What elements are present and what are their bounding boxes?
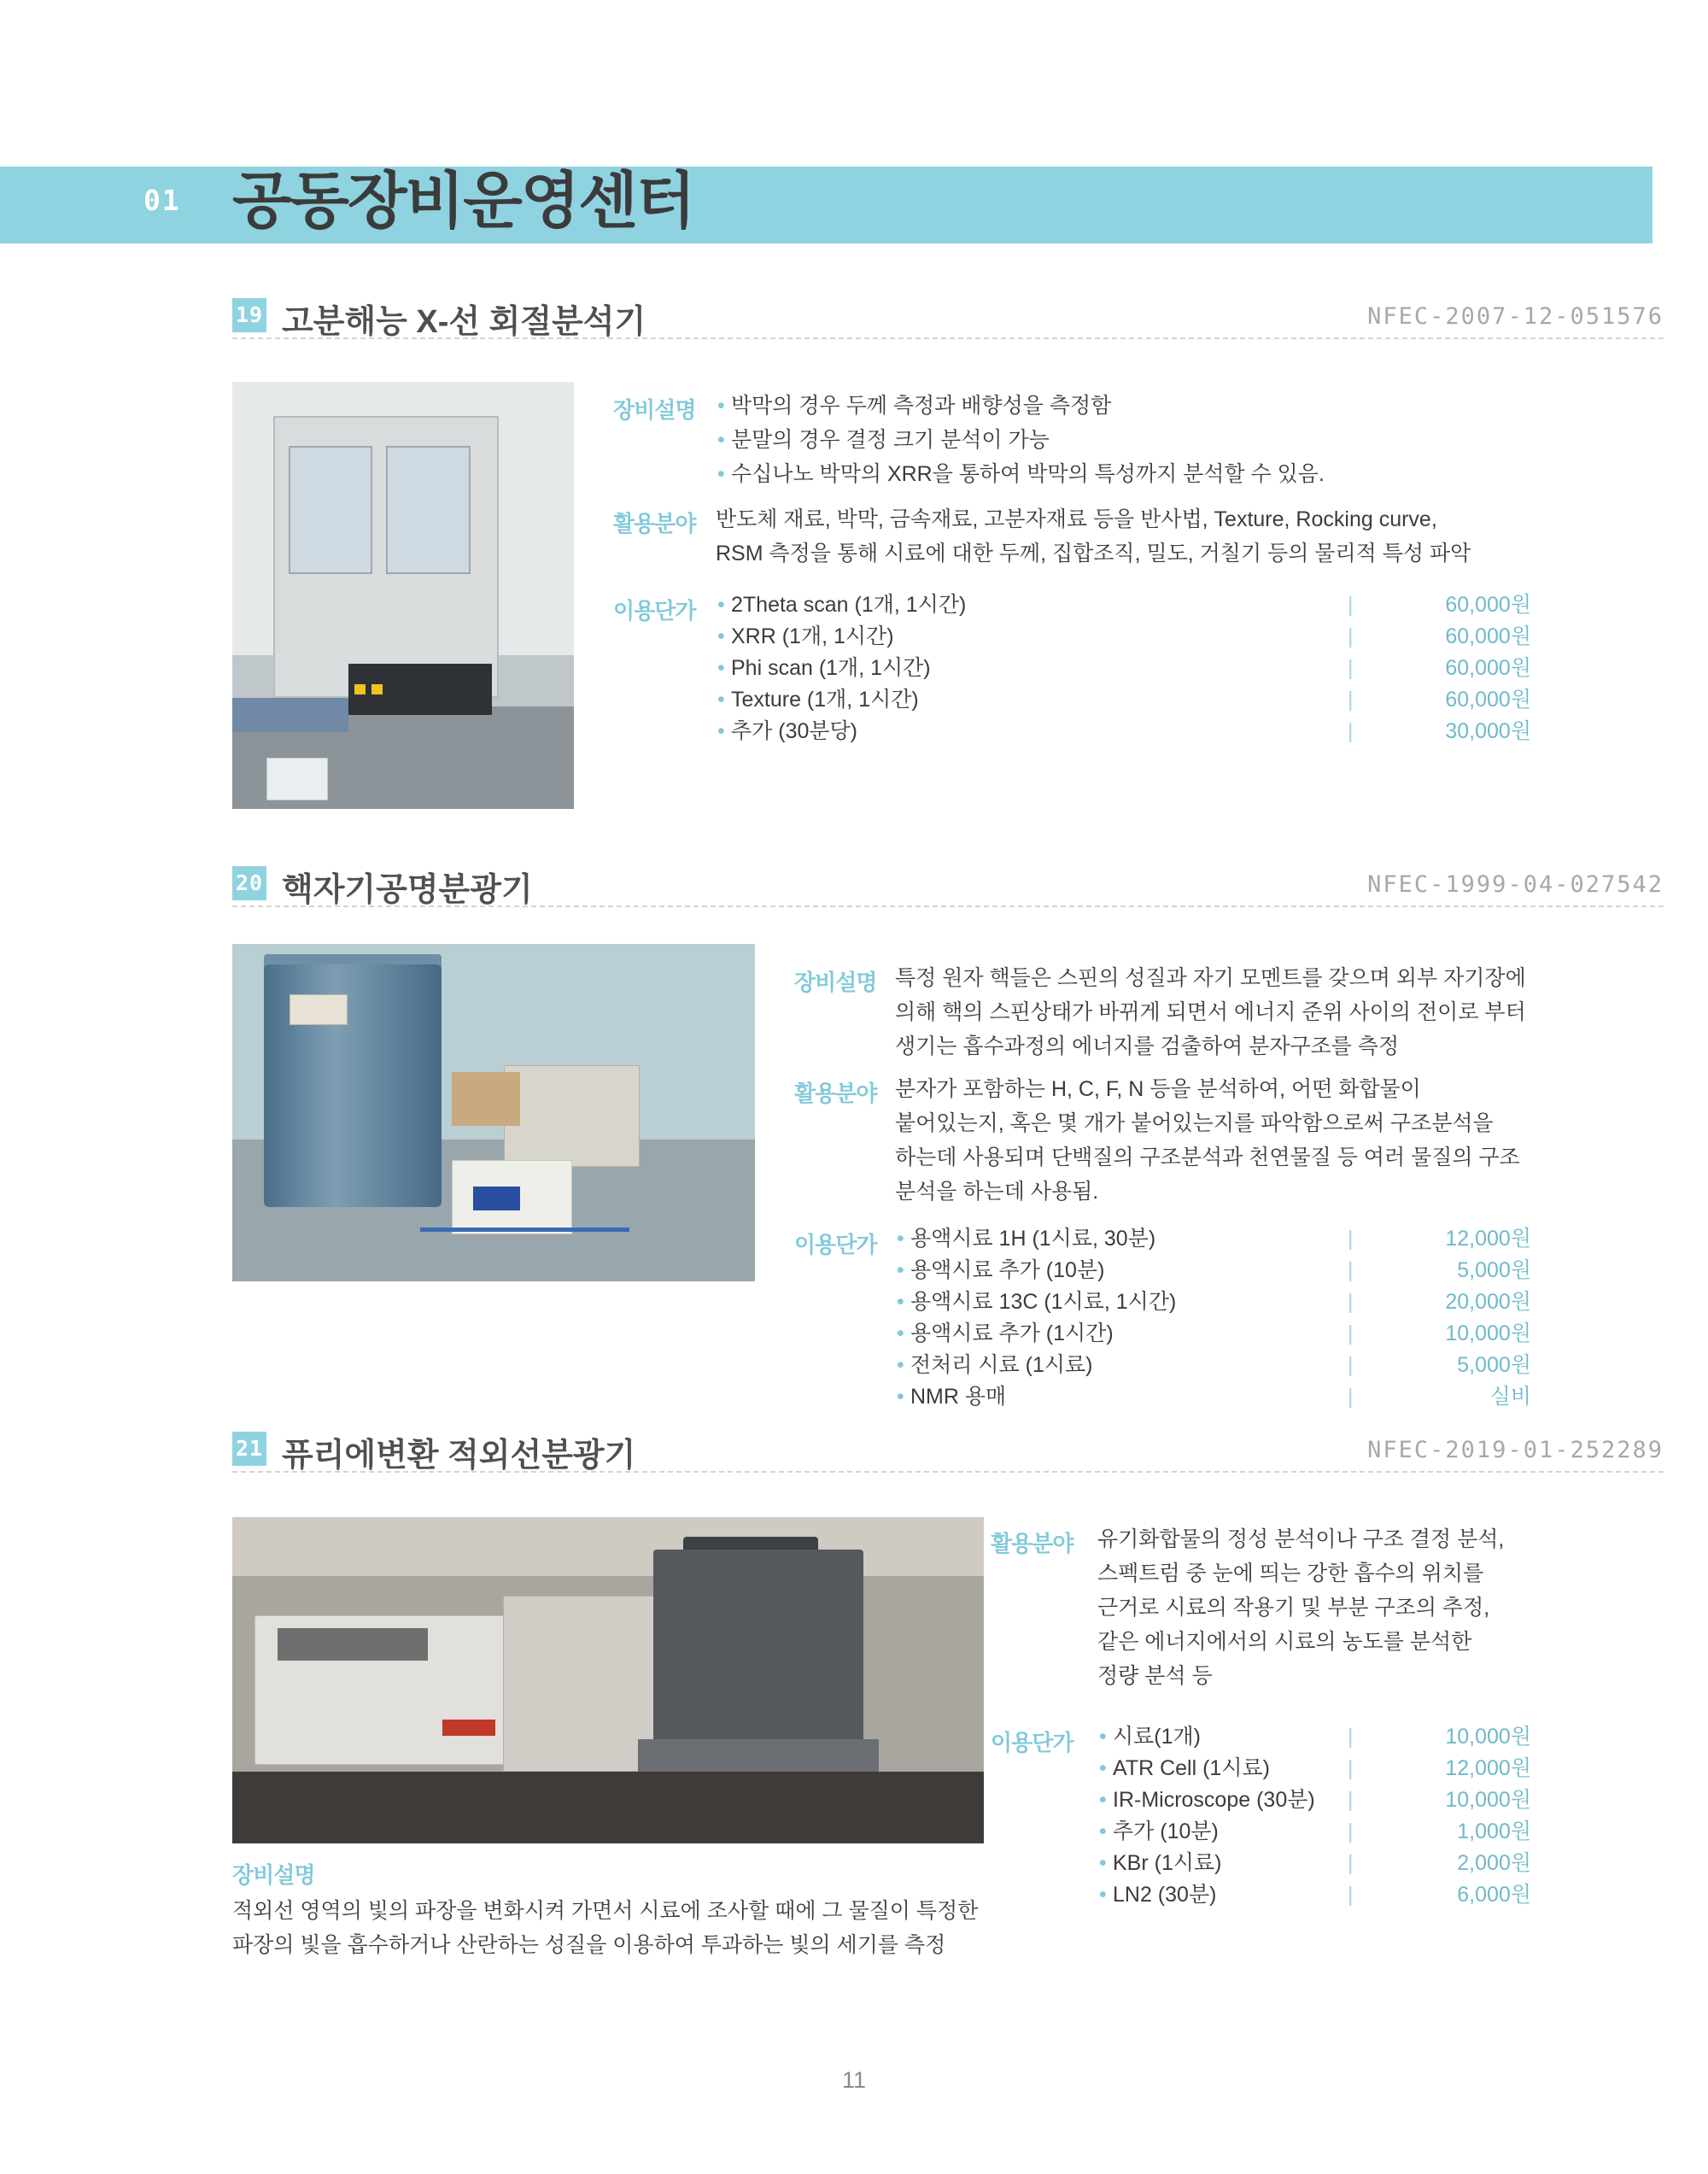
equipment-photo-21 xyxy=(232,1517,984,1843)
description-body xyxy=(232,1894,1001,1962)
price-row xyxy=(895,1350,1664,1381)
price-name: • IR-Microscope (30분) xyxy=(1113,1788,1315,1812)
price-separator: | xyxy=(1348,593,1354,617)
equipment-photo-20 xyxy=(232,944,755,1281)
price-separator: | xyxy=(1348,1883,1354,1907)
price-name: • LN2 (30분) xyxy=(1113,1883,1217,1907)
price-value: 20,000원 xyxy=(1445,1290,1531,1314)
price-name: • XRR (1개, 1시간) xyxy=(731,624,894,648)
price-value: 10,000원 xyxy=(1445,1321,1531,1345)
price-name: • 추가 (10분) xyxy=(1113,1819,1219,1843)
section-badge: 19 xyxy=(232,298,266,332)
price-name: • NMR 용매 xyxy=(910,1385,1007,1409)
section-code: NFEC-2007-12-051576 xyxy=(1367,303,1664,330)
price-value: 30,000원 xyxy=(1445,719,1531,743)
price-value: 60,000원 xyxy=(1445,688,1531,712)
application-line: 반도체 재료, 박막, 금속재료, 고분자재료 등을 반사법, Texture, Rocking curve, xyxy=(716,507,1437,531)
section-title: 핵자기공명분광기 xyxy=(282,872,533,908)
price-label: 이용단가 xyxy=(991,1730,1073,1755)
price-separator: | xyxy=(1348,1725,1354,1749)
price-separator: | xyxy=(1348,1290,1354,1314)
application-line: 근거로 시료의 작용기 및 부분 구조의 추정, xyxy=(1097,1596,1490,1620)
price-table-19 xyxy=(716,589,1531,747)
description-line: 의해 핵의 스핀상태가 바뀌게 되면서 에너지 준위 사이의 전이로 부터 xyxy=(895,1000,1526,1024)
price-separator: | xyxy=(1348,1788,1354,1812)
price-row xyxy=(716,589,1531,621)
price-separator: | xyxy=(1348,719,1354,743)
price-separator: | xyxy=(1348,1385,1354,1409)
price-name: • 추가 (30분당) xyxy=(731,719,858,743)
price-separator: | xyxy=(1348,624,1354,648)
price-value: 6,000원 xyxy=(1457,1883,1531,1907)
price-table-20 xyxy=(895,1223,1664,1413)
application-line: 붙어있는지, 혹은 몇 개가 붙어있는지를 파악함으로써 구조분석을 xyxy=(895,1111,1494,1135)
price-row xyxy=(1097,1848,1678,1879)
price-label: 이용단가 xyxy=(613,598,696,624)
price-value: 10,000원 xyxy=(1445,1725,1531,1749)
section-divider xyxy=(232,337,1664,339)
price-name: • ATR Cell (1시료) xyxy=(1113,1756,1270,1780)
price-value: 12,000원 xyxy=(1445,1756,1531,1780)
price-name: • Phi scan (1개, 1시간) xyxy=(731,656,931,680)
section-header xyxy=(0,295,1708,339)
price-row xyxy=(1097,1879,1678,1911)
header-section-number: 01 xyxy=(143,184,181,217)
price-row xyxy=(716,684,1531,716)
page-number: 11 xyxy=(841,2067,867,2093)
price-name: • 전처리 시료 (1시료) xyxy=(910,1353,1093,1377)
price-name: • 2Theta scan (1개, 1시간) xyxy=(731,593,967,617)
price-name: • Texture (1개, 1시간) xyxy=(731,688,919,712)
equipment-section-21 xyxy=(0,1428,1708,1473)
section-header xyxy=(0,1428,1708,1473)
application-body xyxy=(716,502,1638,571)
section-divider xyxy=(232,905,1664,907)
price-value: 5,000원 xyxy=(1457,1258,1531,1282)
application-label: 활용분야 xyxy=(794,1081,877,1106)
equipment-photo-19 xyxy=(232,382,574,809)
application-line: 스펙트럼 중 눈에 띄는 강한 흡수의 위치를 xyxy=(1097,1562,1484,1585)
price-row xyxy=(895,1381,1664,1413)
price-row xyxy=(895,1318,1664,1350)
description-label: 장비설명 xyxy=(794,970,877,995)
description-body xyxy=(895,961,1629,1064)
application-line: 하는데 사용되며 단백질의 구조분석과 천연물질 등 여러 물질의 구조 xyxy=(895,1146,1520,1169)
section-code: NFEC-2019-01-252289 xyxy=(1367,1437,1664,1463)
price-separator: | xyxy=(1348,1321,1354,1345)
description-label: 장비설명 xyxy=(613,397,696,423)
price-value: 60,000원 xyxy=(1445,656,1531,680)
price-row xyxy=(895,1223,1664,1255)
application-line: 정량 분석 등 xyxy=(1097,1664,1213,1688)
price-row xyxy=(716,653,1531,684)
description-body xyxy=(716,389,1621,491)
price-table-21 xyxy=(1097,1721,1678,1911)
price-name: • 용액시료 1H (1시료, 30분) xyxy=(910,1227,1156,1251)
section-badge: 20 xyxy=(232,866,266,900)
description-line: • 분말의 경우 결정 크기 분석이 가능 xyxy=(716,423,1621,457)
price-separator: | xyxy=(1348,1258,1354,1282)
application-line: 분석을 하는데 사용됨. xyxy=(895,1180,1099,1204)
application-label: 활용분야 xyxy=(991,1531,1073,1556)
application-body xyxy=(895,1072,1647,1209)
section-badge: 21 xyxy=(232,1432,266,1466)
page-header xyxy=(0,167,1708,243)
price-value: 2,000원 xyxy=(1457,1851,1531,1875)
price-value: 1,000원 xyxy=(1457,1819,1531,1843)
price-value: 60,000원 xyxy=(1445,624,1531,648)
description-line: • 수십나노 박막의 XRR을 통하여 박막의 특성까지 분석할 수 있음. xyxy=(716,457,1621,491)
price-row xyxy=(1097,1721,1678,1753)
price-value: 12,000원 xyxy=(1445,1227,1531,1251)
price-value: 10,000원 xyxy=(1445,1788,1531,1812)
price-value: 60,000원 xyxy=(1445,593,1531,617)
price-separator: | xyxy=(1348,656,1354,680)
price-row xyxy=(1097,1753,1678,1784)
description-line: • 박막의 경우 두께 측정과 배향성을 측정함 xyxy=(716,389,1621,423)
price-name: • 시료(1개) xyxy=(1113,1725,1202,1749)
section-code: NFEC-1999-04-027542 xyxy=(1367,871,1664,898)
equipment-section-19 xyxy=(0,295,1708,339)
price-row xyxy=(895,1286,1664,1318)
price-separator: | xyxy=(1348,688,1354,712)
description-line: 특정 원자 핵들은 스핀의 성질과 자기 모멘트를 갖으며 외부 자기장에 xyxy=(895,966,1526,990)
price-row xyxy=(716,621,1531,653)
price-separator: | xyxy=(1348,1756,1354,1780)
page-title: 공동장비운영센터 xyxy=(232,167,694,236)
description-line: 파장의 빛을 흡수하거나 산란하는 성질을 이용하여 투과하는 빛의 세기를 측정 xyxy=(232,1933,946,1957)
description-line: 생기는 흡수과정의 에너지를 검출하여 분자구조를 측정 xyxy=(895,1034,1400,1058)
price-value: 5,000원 xyxy=(1457,1353,1531,1377)
price-name: • 용액시료 추가 (10분) xyxy=(910,1258,1105,1282)
application-body xyxy=(1097,1522,1644,1693)
price-row xyxy=(1097,1816,1678,1848)
section-title: 퓨리에변환 적외선분광기 xyxy=(282,1438,636,1474)
application-line: 유기화합물의 정성 분석이나 구조 결정 분석, xyxy=(1097,1527,1505,1551)
application-label: 활용분야 xyxy=(613,511,696,536)
section-divider xyxy=(232,1471,1664,1473)
price-name: • KBr (1시료) xyxy=(1113,1851,1222,1875)
price-separator: | xyxy=(1348,1227,1354,1251)
price-separator: | xyxy=(1348,1851,1354,1875)
section-header xyxy=(0,863,1708,907)
price-label: 이용단가 xyxy=(794,1232,877,1257)
application-line: RSM 측정을 통해 시료에 대한 두께, 집합조직, 밀도, 거칠기 등의 물리적 특성 파악 xyxy=(716,542,1471,565)
price-separator: | xyxy=(1348,1819,1354,1843)
price-name: • 용액시료 추가 (1시간) xyxy=(910,1321,1114,1345)
price-value: 실비 xyxy=(1489,1385,1531,1409)
price-row xyxy=(1097,1784,1678,1816)
application-line: 같은 에너지에서의 시료의 농도를 분석한 xyxy=(1097,1630,1472,1654)
section-title: 고분해능 X-선 회절분석기 xyxy=(282,304,646,340)
description-label: 장비설명 xyxy=(232,1862,315,1888)
application-line: 분자가 포함하는 H, C, F, N 등을 분석하여, 어떤 화합물이 xyxy=(895,1077,1421,1101)
price-row xyxy=(895,1255,1664,1286)
price-name: • 용액시료 13C (1시료, 1시간) xyxy=(910,1290,1177,1314)
equipment-section-20 xyxy=(0,863,1708,907)
price-row xyxy=(716,716,1531,747)
description-line: 적외선 영역의 빛의 파장을 변화시켜 가면서 시료에 조사할 때에 그 물질이 특정한 xyxy=(232,1899,979,1923)
price-separator: | xyxy=(1348,1353,1354,1377)
